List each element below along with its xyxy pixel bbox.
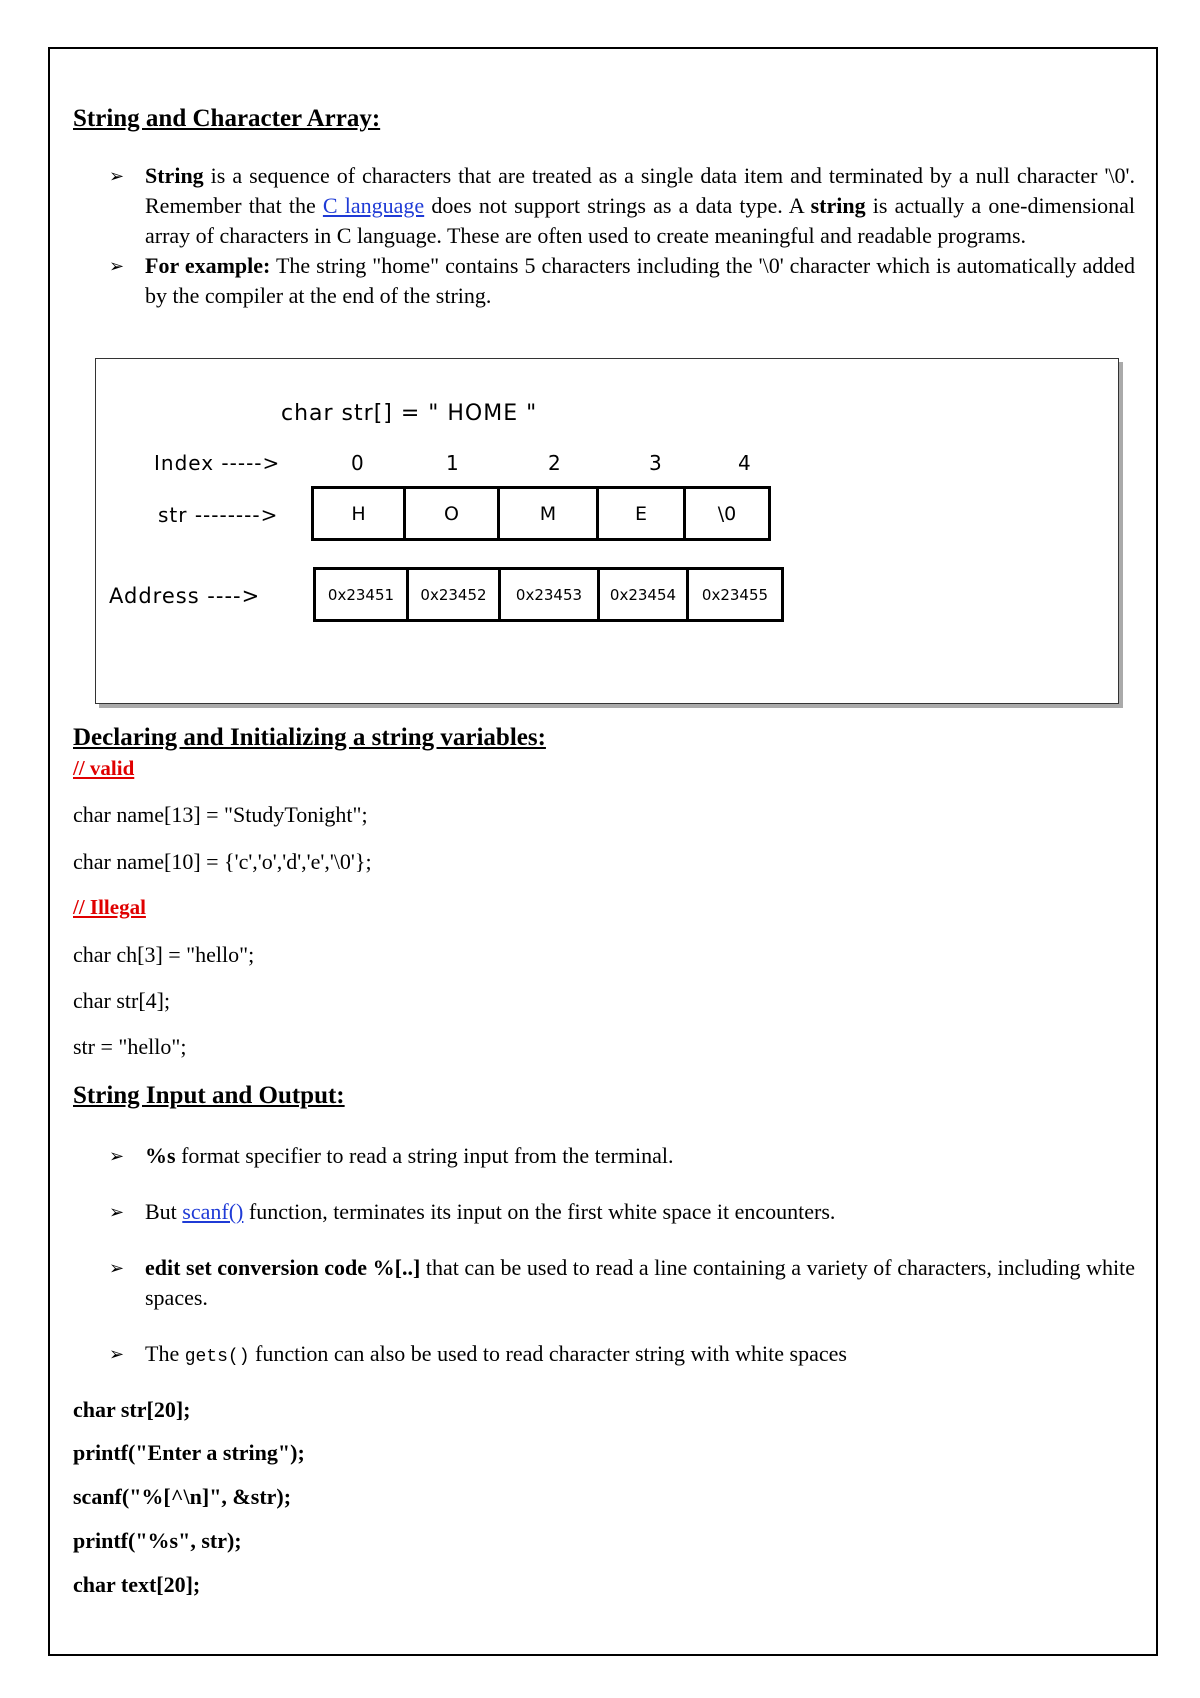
arrow-bullet-icon: ➢ (109, 256, 125, 276)
text: is actually a one-dimensional array of characters in C language. These are often used to create meaningful and readable programs. (145, 193, 1135, 248)
address-cell: 0x23452 (406, 567, 501, 622)
section3-bullets (73, 1141, 1135, 1372)
text: function, terminates its input on the first white space it encounters. (243, 1199, 836, 1224)
arrow-bullet-icon: ➢ (109, 1258, 125, 1278)
char-cell: M (497, 486, 599, 541)
text: format specifier to read a string input from the terminal. (175, 1143, 674, 1168)
char-cell: H (311, 486, 406, 541)
example-label: For example: (145, 253, 271, 278)
char-cell: O (403, 486, 500, 541)
c-language-link[interactable]: C language (322, 193, 425, 218)
term-string: String (145, 163, 204, 188)
arrow-bullet-icon: ➢ (109, 1202, 125, 1222)
text: But (145, 1199, 183, 1224)
term-string: string (810, 193, 866, 218)
char-cell: E (596, 486, 686, 541)
bullet-edit-set (73, 1253, 1135, 1313)
illegal-comment: // Illegal (73, 895, 146, 919)
code-line: printf("Enter a string"); (73, 1440, 305, 1465)
code-line: char name[10] = {'c','o','d','e','\0'}; (73, 849, 372, 874)
section1 (73, 104, 380, 134)
code-line: char str[4]; (73, 988, 171, 1013)
section1-bullets (73, 161, 1135, 311)
index-4: 4 (738, 451, 752, 475)
code-line: printf("%s", str); (73, 1528, 242, 1553)
scanf-link[interactable]: scanf() (182, 1199, 244, 1224)
address-label: Address ----> (109, 584, 261, 608)
code-line: char text[20]; (73, 1572, 201, 1597)
index-1: 1 (446, 451, 460, 475)
str-label: str --------> (158, 503, 279, 527)
text: The string "home" contains 5 characters including the '\0' character which is automatically added by the compiler at the end of the string. (145, 253, 1135, 308)
section-heading-string-array: String and Character Array: (73, 105, 381, 132)
index-3: 3 (649, 451, 663, 475)
string-memory-diagram (95, 358, 1119, 704)
bold-term: edit set conversion code %[..] (145, 1255, 421, 1280)
arrow-bullet-icon: ➢ (109, 1344, 125, 1364)
code-line: char ch[3] = "hello"; (73, 942, 255, 967)
bullet-gets (73, 1339, 1135, 1372)
code-line: char name[13] = "StudyTonight"; (73, 802, 368, 827)
address-cell: 0x23451 (313, 567, 409, 622)
bullet-scanf (73, 1197, 1135, 1227)
index-2: 2 (548, 451, 562, 475)
bullet-format-specifier (73, 1141, 1135, 1171)
diagram-declaration: char str[] = " HOME " (281, 401, 538, 426)
section-heading-input-output: String Input and Output: (73, 1082, 345, 1109)
address-cell: 0x23455 (686, 567, 784, 622)
text: that can be used to read a line containing a variety of characters, including white spaces. (145, 1255, 1135, 1310)
bullet-string-definition (73, 161, 1135, 251)
valid-comment: // valid (73, 756, 135, 780)
text: function can also be used to read character string with white spaces (249, 1341, 847, 1366)
code-line: char str[20]; (73, 1397, 191, 1422)
arrow-bullet-icon: ➢ (109, 166, 125, 186)
text: is a sequence of characters that are treated as a single data item and terminated by a null character '\0'. Remember that the (145, 163, 1135, 218)
text: does not support strings as a data type. A (424, 193, 811, 218)
arrow-bullet-icon: ➢ (109, 1146, 125, 1166)
index-0: 0 (351, 451, 365, 475)
bold-term: %s (145, 1143, 176, 1168)
char-cell: \0 (683, 486, 771, 541)
gets-code: gets() (184, 1347, 250, 1367)
section-heading-declaring: Declaring and Initializing a string variables: (73, 724, 546, 751)
code-line: scanf("%[^\n]", &str); (73, 1484, 292, 1509)
index-label: Index -----> (154, 451, 281, 475)
text: The (145, 1341, 185, 1366)
bullet-example (73, 251, 1135, 311)
code-line: str = "hello"; (73, 1034, 187, 1059)
address-cell: 0x23454 (597, 567, 689, 622)
address-cell: 0x23453 (498, 567, 600, 622)
